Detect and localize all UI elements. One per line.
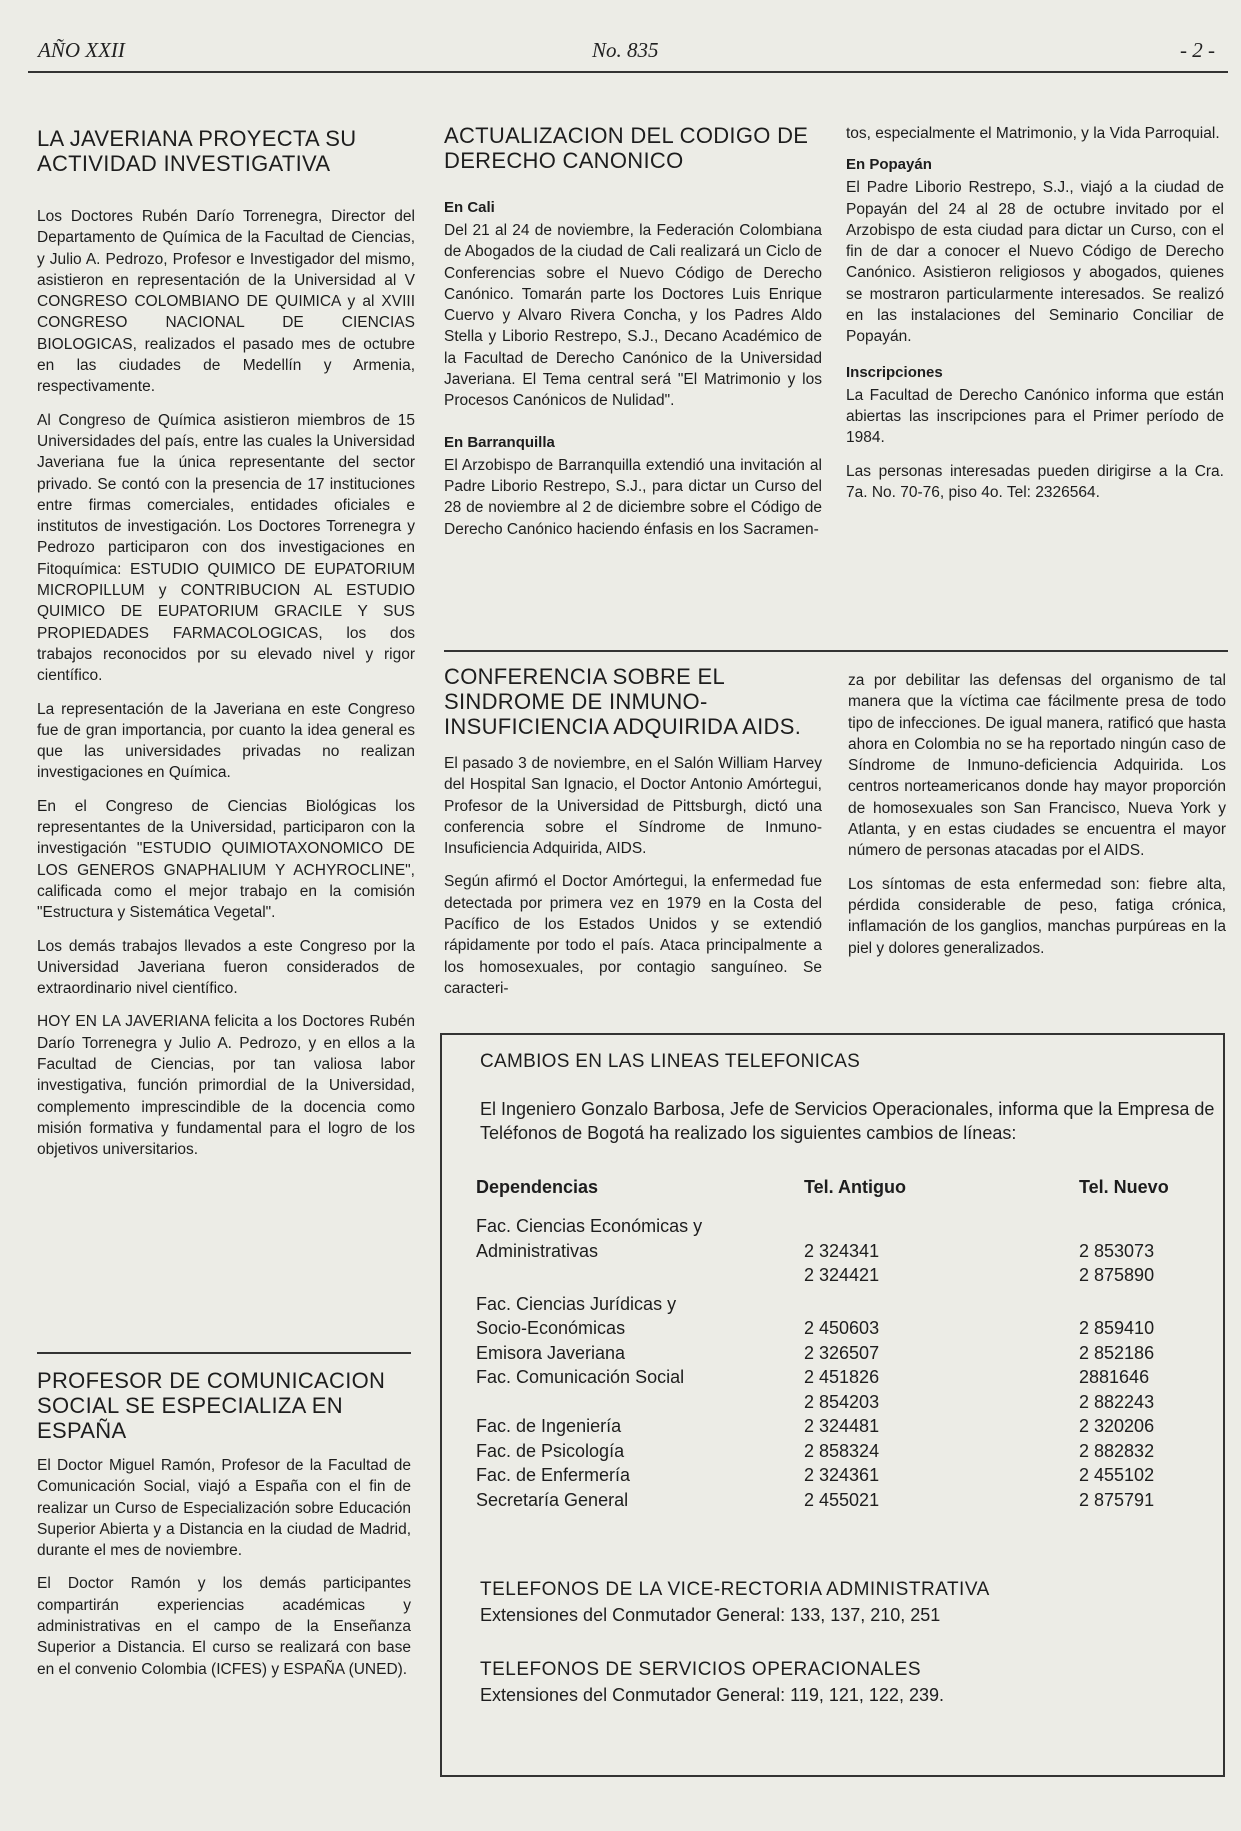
table-cell-old: 2 326507 [804,1342,880,1363]
table-cell-new: 2 852186 [1079,1342,1155,1363]
table-cell-dep: Fac. Comunicación Social [476,1367,685,1387]
column-header: Tel. Antiguo [804,1177,906,1197]
header-year: AÑO XXII [38,38,125,62]
header-page: - 2 - [1180,38,1215,62]
headline-codigo-canonico: ACTUALIZACION DEL CODIGO DE DERECHO CANONICO [444,123,809,173]
column-header: Dependencias [476,1177,599,1197]
subheading-cali: En Cali [444,199,495,216]
table-cell-new: 2 859410 [1079,1318,1155,1338]
paragraph: Según afirmó el Doctor Amórtegui, la enfermedad fue detectada por primera vez en 1979 en la Costa del Pacífico de los Estados Unidos y se extendió rápidamente por todo el país. Ataca principalmente a los homosexuales, por contagio sanguíneo. Se caracteri- [444,873,822,997]
table-cell-dep: Fac. Ciencias Económicas y [476,1216,703,1236]
table-cell-old: 2 324421 [804,1265,880,1285]
paragraph: HOY EN LA JAVERIANA felicita a los Doctores Rubén Darío Torrenegra y Julio A. Pedrozo, y en ellos a la Facultad de Ciencias, por tan valiosa labor investigativa, función primordial de la Universidad, complemento imprescindible de la docencia como misión formativa y fundamental para el logro de los objetivos universitarios. [37,1013,415,1159]
table-cell-old: 2 854203 [804,1391,880,1412]
table-cell-new: 2 455102 [1079,1465,1155,1485]
headline-aids: CONFERENCIA SOBRE EL SINDROME DE INMUNO-INSUFICIENCIA ADQUIRIDA AIDS. [444,664,802,739]
aids-right-column [848,670,1226,971]
subheading-barranquilla: En Barranquilla [444,433,555,451]
column-header: Tel. Nuevo [1079,1177,1169,1197]
table-cell-old: 2 858324 [804,1440,880,1461]
table-row [476,1316,1219,1341]
table-cell-new [1079,1288,1219,1317]
table-row [476,1488,1219,1513]
table-cell-old: 2 324341 [804,1240,880,1261]
paragraph: El Arzobispo de Barranquilla extendió una invitación al Padre Liborio Restrepo, S.J., para dictar un Curso del 28 de noviembre al 2 de diciembre sobre el Código de Derecho Canónico haciendo énfasis en los Sacramen- [444,456,822,538]
servicios-title: TELEFONOS DE SERVICIOS OPERACIONALES [480,1659,922,1680]
vice-rectoria-extensions: Extensiones del Conmutador General: 133, 137, 210, 251 [480,1605,941,1625]
table-cell-old: 2 324481 [804,1416,880,1436]
table-row [476,1439,1219,1464]
paragraph: Los demás trabajos llevados a este Congreso por la Universidad Javeriana fueron considerados de extraordinario nivel científico. [37,937,415,998]
table-cell-new: 2 875890 [1079,1265,1155,1285]
table-cell-dep: Fac. Ciencias Jurídicas y [476,1293,677,1314]
table-cell-dep [476,1390,801,1415]
subheading-popayan: En Popayán [846,156,932,174]
column-3 [846,123,1224,515]
table-cell-old: 2 450603 [804,1318,880,1338]
table-cell-new: 2 853073 [1079,1240,1155,1261]
headline-investigativa: LA JAVERIANA PROYECTA SU ACTIVIDAD INVESTIGATIVA [37,126,357,176]
column-1-bottom [37,1368,411,1692]
table-cell-new: 2 875791 [1079,1489,1155,1510]
section-divider [444,650,1228,652]
table-row [476,1288,1219,1317]
table-cell-new: 2 882832 [1079,1440,1155,1461]
paragraph: El Doctor Ramón y los demás participantes compartirán experiencias académicas y administrativas en el campo de la Enseñanza Superior a Distancia. El curso se realizará con base en el convenio Colombia (ICFES) y ESPAÑA (UNED). [37,1575,411,1678]
paragraph: En el Congreso de Ciencias Biológicas los representantes de la Universidad, participaron con la investigación "ESTUDIO QUIMIOTAXONOMICO DE LOS GENEROS GNAPHALIUM Y ACHYROCLINE", calificada como el mejor trabajo en la comisión "Estructura y Sistemática Vegetal". [37,797,415,922]
phone-changes-box [440,1033,1225,1777]
table-cell-dep: Secretaría General [476,1489,629,1510]
table-cell-old [801,1288,1079,1317]
table-cell-new: 2 320206 [1079,1416,1155,1436]
table-row [476,1463,1219,1488]
table-cell-new: 2881646 [1079,1367,1150,1387]
paragraph: Al Congreso de Química asistieron miembros de 15 Universidades del país, entre las cuales la Universidad Javeriana fue la única representante del sector privado. Se contó con la presencia de 17 instituciones entre firmas comerciales, entidades oficiales e institutos de investigación. Los Doctores Torrenegra y Pedrozo participaron con dos investigaciones en Fitoquímica: ESTUDIO QUIMICO DE EUPATORIUM MICROPILLUM y CONTRIBUCION AL ESTUDIO QUIMICO DE EUPATORIUM GRACILE Y SUS PROPIEDADES FARMACOLOGICAS, los dos trabajos reconocidos por su elevado nivel y rigor científico. [37,411,415,685]
phone-table [476,1177,1219,1512]
table-row [476,1214,1219,1239]
section-divider [37,1352,411,1354]
paragraph: El Doctor Miguel Ramón, Profesor de la Facultad de Comunicación Social, viajó a España con el fin de realizar un Curso de Especialización sobre Educación Superior Abierta y a Distancia en la ciudad de Madrid, durante el mes de noviembre. [37,1457,411,1560]
paragraph: Las personas interesadas pueden dirigirse a la Cra. 7a. No. 70-76, piso 4o. Tel: 2326564. [846,462,1224,501]
table-row [476,1390,1219,1415]
paragraph: Los síntomas de esta enfermedad son: fiebre alta, pérdida considerable de peso, fatiga crónica, inflamación de los ganglios, manchas purpúreas en la piel y dolores generalizados. [848,875,1226,957]
table-row [476,1365,1219,1390]
table-row [476,1341,1219,1366]
vice-rectoria-title: TELEFONOS DE LA VICE-RECTORIA ADMINISTRATIVA [480,1579,990,1600]
box-intro: El Ingeniero Gonzalo Barbosa, Jefe de Servicios Operacionales, informa que la Empresa de Teléfonos de Bogotá ha realizado los siguientes cambios de líneas: [480,1099,1215,1143]
table-row [476,1414,1219,1439]
table-cell-new [1079,1214,1219,1239]
table-cell-dep: Socio-Económicas [476,1318,626,1338]
table-cell-dep: Emisora Javeriana [476,1342,626,1363]
table-row [476,1239,1219,1264]
table-cell-old: 2 324361 [804,1465,880,1485]
table-cell-old: 2 451826 [804,1367,880,1387]
header-number: No. 835 [592,38,659,62]
paragraph: La Facultad de Derecho Canónico informa que están abiertas las inscripciones para el Primer período de 1984. [846,386,1224,447]
table-cell-old [801,1214,1079,1239]
paragraph: El pasado 3 de noviembre, en el Salón William Harvey del Hospital San Ignacio, el Doctor Antonio Amórtegui, Profesor de la Universidad de Pittsburgh, dictó una conferencia sobre el Síndrome de Inmuno-Insuficiencia Adquirida, AIDS. [444,755,822,858]
paragraph: tos, especialmente el Matrimonio, y la Vida Parroquial. [846,125,1220,142]
column-1 [37,126,415,1172]
paragraph: Del 21 al 24 de noviembre, la Federación Colombiana de Abogados de la ciudad de Cali realizará un Ciclo de Conferencias sobre el Nuevo Código de Derecho Canónico. Tomarán parte los Doctores Luis Enrique Cuervo y Alvaro Rivera Concha, y los Padres Aldo Stella y Liborio Restrepo, S.J., Decano Académico de la Facultad de Derecho Canónico de la Universidad Javeriana. El Tema central será "El Matrimonio y los Procesos Canónicos de Nulidad". [444,222,822,410]
paragraph: za por debilitar las defensas del organismo de tal manera que la víctima cae fácilmente presa de todo tipo de infecciones. De igual manera, ratificó que hasta ahora en Colombia no se ha reportado ningún caso de Síndrome de Inmuno-deficiencia Adquirida. Los centros norteamericanos donde hay mayor proporción de homosexuales son San Francisco, Nueva York y Atlanta, y en estas ciudades se encuentra el mayor número de personas atacadas por el AIDS. [848,672,1226,860]
column-2 [444,123,822,552]
header-rule [28,71,1228,73]
table-cell-dep [476,1263,801,1288]
table-row [476,1263,1219,1288]
paragraph: La representación de la Javeriana en este Congreso fue de gran importancia, por cuanto la idea general es que las universidades privadas no realizan investigaciones en Química. [37,700,415,782]
table-cell-dep: Fac. de Psicología [476,1440,625,1461]
box-title: CAMBIOS EN LAS LINEAS TELEFONICAS [480,1051,861,1072]
servicios-extensions: Extensiones del Conmutador General: 119, 121, 122, 239. [480,1685,944,1705]
headline-comunicacion: PROFESOR DE COMUNICACION SOCIAL SE ESPECIALIZA EN ESPAÑA [37,1368,386,1443]
table-cell-new: 2 882243 [1079,1391,1155,1412]
table-cell-dep: Fac. de Ingeniería [476,1416,622,1436]
subheading-inscripciones: Inscripciones [846,363,943,381]
table-cell-old: 2 455021 [804,1489,880,1510]
table-cell-dep: Administrativas [476,1240,599,1261]
table-cell-dep: Fac. de Enfermería [476,1465,631,1485]
paragraph: Los Doctores Rubén Darío Torrenegra, Director del Departamento de Química de la Facultad de Ciencias, y Julio A. Pedrozo, Profesor e Investigador del mismo, asistieron en representación de la Universidad al V CONGRESO COLOMBIANO DE QUIMICA y al XVIII CONGRESO NACIONAL DE CIENCIAS BIOLOGICAS, realizados el pasado mes de octubre en las ciudades de Medellín y Armenia, respectivamente. [37,208,415,396]
paragraph: El Padre Liborio Restrepo, S.J., viajó a la ciudad de Popayán del 24 al 28 de octubre invitado por el Arzobispo de esta ciudad para dictar un Curso, con el fin de dar a conocer el Nuevo Código de Derecho Canónico. Asistieron religiosos y abogados, quienes se mostraron particularmente interesados. Se realizó en las instalaciones del Seminario Conciliar de Popayán. [846,179,1224,346]
aids-left-column [444,664,822,1011]
